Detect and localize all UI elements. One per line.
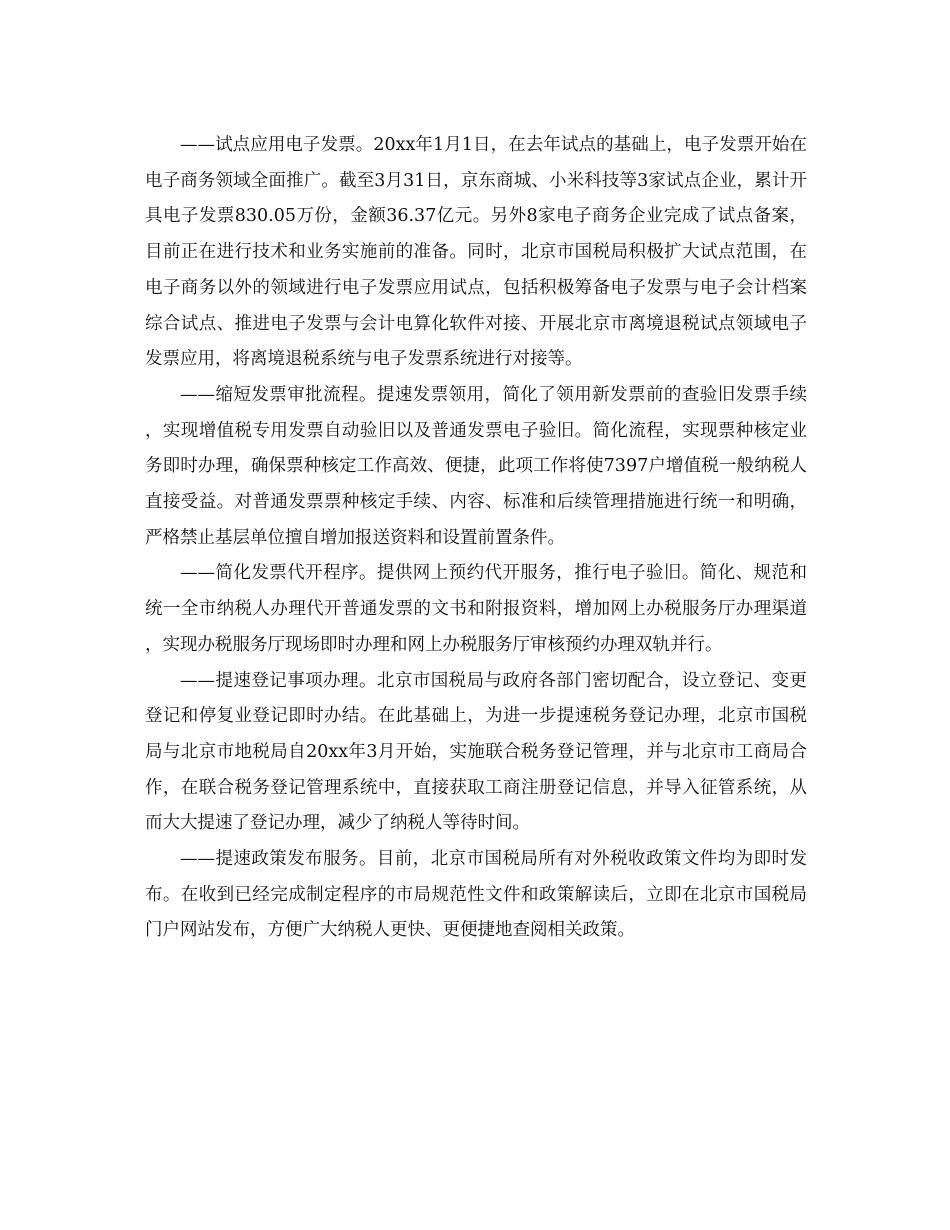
paragraph-e-invoice-pilot: ——试点应用电子发票。20xx年1月1日，在去年试点的基础上，电子发票开始在电子商务领域全面推广。截至3月31日，京东商城、小米科技等3家试点企业，累计开具电子发票830.05万份，金额36.37亿元。另外8家电子商务企业完成了试点备案，目前正在进行技术和业务实施前的准备。同时，北京市国税局积极扩大试点范围，在电子商务以外的领域进行电子发票应用试点，包括积极筹备电子发票与电子会计档案综合试点、推进电子发票与会计电算化软件对接、开展北京市离境退税试点领域电子发票应用，将离境退税系统与电子发票系统进行对接等。 [145,135,807,370]
paragraph-registration: ——提速登记事项办理。北京市国税局与政府各部门密切配合，设立登记、变更登记和停复业登记即时办结。在此基础上，为进一步提速税务登记办理，北京市国税局与北京市地税局自20xx年3月开始，实施联合税务登记管理，并与北京市工商局合作，在联合税务登记管理系统中，直接获取工商注册登记信息，并导入征管系统，从而大大提速了登记办理，减少了纳税人等待时间。 [145,670,807,834]
paragraph-policy-release: ——提速政策发布服务。目前，北京市国税局所有对外税收政策文件均为即时发布。在收到已经完成制定程序的市局规范性文件和政策解读后，立即在北京市国税局门户网站发布，方便广大纳税人更快、更便捷地查阅相关政策。 [145,849,807,941]
document-body [145,128,807,949]
paragraph-invoice-issuing: ——简化发票代开程序。提供网上预约代开服务，推行电子验旧。简化、规范和统一全市纳税人办理代开普通发票的文书和附报资料，增加网上办税服务厅办理渠道，实现办税服务厅现场即时办理和网上办税服务厅审核预约办理双轨并行。 [145,563,807,655]
paragraph-invoice-approval: ——缩短发票审批流程。提速发票领用，简化了领用新发票前的查验旧发票手续，实现增值税专用发票自动验旧以及普通发票电子验旧。简化流程，实现票种核定业务即时办理，确保票种核定工作高效、便捷，此项工作将使7397户增值税一般纳税人直接受益。对普通发票票种核定手续、内容、标准和后续管理措施进行统一和明确，严格禁止基层单位擅自增加报送资料和设置前置条件。 [145,384,807,548]
